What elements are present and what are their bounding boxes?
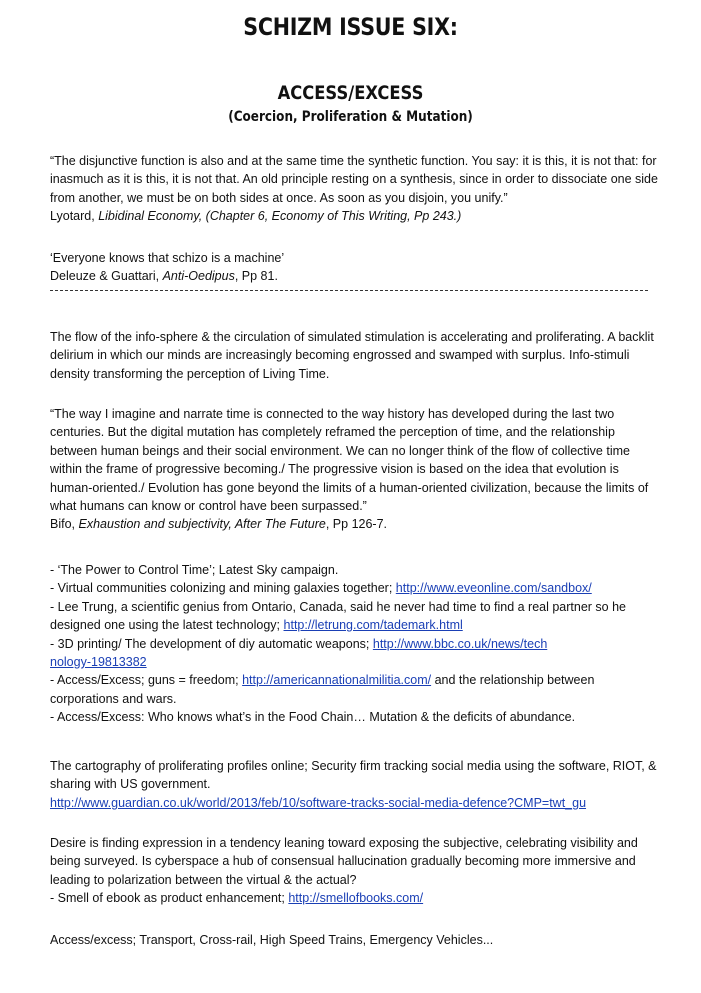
dashed-divider [50,290,648,291]
bbc-link[interactable]: http://www.bbc.co.uk/news/technology-19813382 [50,636,548,670]
section-heading: ACCESS/EXCESS [277,82,424,104]
list-item: - ‘The Power to Control Time’; Latest Sky campaign. [50,563,339,577]
citation-author: Bifo, [50,517,79,532]
quote-citation [50,207,660,225]
paragraph-text: Desire is finding expression in a tendency leaning toward exposing the subjective, celebrating visibility and being surveyed. Is cyberspace a hub of consensual hallucination gradually becoming more immersive and leading to polarization between the virtual & the actual? [50,836,638,887]
paragraph-link-line [50,794,660,812]
list-item: - Access/Excess; guns = freedom; http://americannationalmilitia.com/ and the relationship between corporations and wars. [50,673,595,706]
paragraph-desire [50,834,660,908]
citation-source: Exhaustion and subjectivity, After The Future [78,517,326,532]
citation-author: Deleuze & Guattari, [50,269,163,284]
letrung-link[interactable]: http://letrung.com/tademark.html [283,618,463,633]
quote-text: ‘Everyone knows that schizo is a machine’ [50,251,285,265]
section-subheading: (Coercion, Proliferation & Mutation) [228,109,473,125]
citation-pages: , Pp 81. [234,269,278,284]
quote-lyotard [50,152,660,226]
list-item: - Lee Trung, a scientific genius from Ontario, Canada, said he never had time to find a real partner so he designed one using the latest technology; http://letrung.com/tademark.html [50,599,627,633]
paragraph-transport [50,931,660,949]
quote-citation [50,267,660,285]
links-list [50,561,660,727]
quote-text: “The disjunctive function is also and at the same time the synthetic function. You say: it is this, it is not that: for inasmuch as it is this, it is not that. An old principle resting on a synthesis, since in order to dissociate one side from another, we must be on both sides at once. As soon as you disjoin, you unify.” [50,154,658,205]
quote-bifo [50,405,660,534]
quote-citation [50,515,660,533]
citation-author: Lyotard, [50,209,99,224]
guardian-link[interactable]: http://www.guardian.co.uk/world/2013/feb/10/software-tracks-social-media-defence?CMP=twt_gu [50,795,587,810]
list-item: - Access/Excess: Who knows what’s in the Food Chain… Mutation & the deficits of abundance. [50,710,576,725]
paragraph-info-sphere [50,328,660,383]
eveonline-link[interactable]: http://www.eveonline.com/sandbox/ [395,581,592,596]
page-title: SCHIZM ISSUE SIX: [243,13,458,41]
quote-deleuze-guattari [50,249,660,286]
paragraph-text: The flow of the info-sphere & the circulation of simulated stimulation is accelerating and proliferating. A backlit delirium in which our minds are increasingly becoming engrossed and swamped with surplus. Info-stimuli density transforming the perception of Living Time. [50,330,654,381]
list-item: - 3D printing/ The development of diy automatic weapons; http://www.bbc.co.uk/news/technology-19813382 [50,636,548,670]
list-item: - Virtual communities colonizing and mining galaxies together; http://www.eveonline.com/sandbox/ [50,581,592,596]
citation-pages: , Pp 126-7. [325,517,388,532]
smellofbooks-link[interactable]: http://smellofbooks.com/ [288,891,424,906]
paragraph-cartography [50,757,660,812]
list-item: - Smell of ebook as product enhancement; http://smellofbooks.com/ [50,891,424,906]
militia-link[interactable]: http://americannationalmilitia.com/ [242,673,432,688]
quote-text: “The way I imagine and narrate time is connected to the way history has developed during the last two centuries. But the digital mutation has completely reframed the perception of time, and the relationship between human beings and their social environment. We can no longer think of the flow of collective time within the frame of progressive becoming./ The progressive vision is based on the idea that evolution is human-oriented./ Evolution has gone beyond the limits of a human-oriented civilization, because the limits of what humans can know or control have been surpassed.” [50,407,649,514]
citation-source: Libidinal Economy, (Chapter 6, Economy of This Writing, Pp 243.) [98,209,462,224]
paragraph-text: Access/excess; Transport, Cross-rail, High Speed Trains, Emergency Vehicles... [50,933,494,947]
paragraph-text: The cartography of proliferating profiles online; Security firm tracking social media using the software, RIOT, & sharing with US government. [50,759,657,792]
citation-source: Anti-Oedipus [162,269,235,284]
